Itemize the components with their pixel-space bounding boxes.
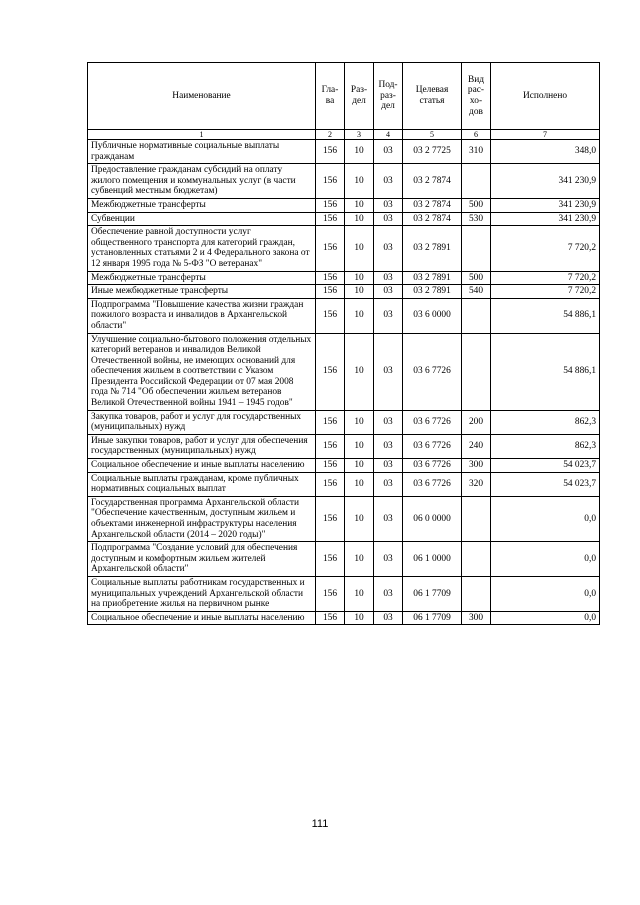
row-expense-type: 300 xyxy=(462,611,491,625)
row-executed: 341 230,9 xyxy=(491,198,600,212)
row-chapter: 156 xyxy=(316,298,345,333)
row-target: 03 2 7874 xyxy=(403,164,462,199)
table-body xyxy=(88,140,600,625)
row-name: Социальные выплаты гражданам, кроме публичных нормативных социальных выплат xyxy=(88,472,316,496)
table-row xyxy=(88,410,600,434)
column-number: 5 xyxy=(403,130,462,140)
table-row xyxy=(88,472,600,496)
row-section: 10 xyxy=(345,333,374,410)
row-subsection: 03 xyxy=(374,434,403,458)
row-section: 10 xyxy=(345,542,374,577)
row-section: 10 xyxy=(345,576,374,611)
row-subsection: 03 xyxy=(374,542,403,577)
table-row xyxy=(88,611,600,625)
row-executed: 54 023,7 xyxy=(491,459,600,473)
row-target: 03 2 7891 xyxy=(403,226,462,271)
row-expense-type: 500 xyxy=(462,198,491,212)
row-subsection: 03 xyxy=(374,611,403,625)
row-name: Государственная программа Архангельской области "Обеспечение качественным, доступным жильем и объектами инженерной инфраструктуры населения Архангельской области (2014 – 2020 годы)" xyxy=(88,496,316,541)
row-chapter: 156 xyxy=(316,226,345,271)
row-expense-type: 320 xyxy=(462,472,491,496)
row-name: Улучшение социально-бытового положения отдельных категорий ветеранов и инвалидов Великой Отечественной войны, не имеющих оснований для обеспечения жильем в соответствии с Указом Президента Российской Федерации от 07 мая 2008 года № 714 "Об обеспечении жильем ветеранов Великой Отечественной войны 1941 – 1945 годов" xyxy=(88,333,316,410)
row-subsection: 03 xyxy=(374,198,403,212)
table-row xyxy=(88,140,600,164)
row-target: 03 6 0000 xyxy=(403,298,462,333)
row-chapter: 156 xyxy=(316,271,345,285)
table-row xyxy=(88,333,600,410)
column-number: 2 xyxy=(316,130,345,140)
row-chapter: 156 xyxy=(316,164,345,199)
row-target: 03 6 7726 xyxy=(403,434,462,458)
row-chapter: 156 xyxy=(316,611,345,625)
row-name: Иные межбюджетные трансферты xyxy=(88,285,316,299)
table-row xyxy=(88,496,600,541)
row-target: 03 6 7726 xyxy=(403,459,462,473)
row-section: 10 xyxy=(345,459,374,473)
row-name: Подпрограмма "Повышение качества жизни граждан пожилого возраста и инвалидов в Архангельской области" xyxy=(88,298,316,333)
row-subsection: 03 xyxy=(374,576,403,611)
row-expense-type xyxy=(462,333,491,410)
row-expense-type xyxy=(462,298,491,333)
row-expense-type: 240 xyxy=(462,434,491,458)
table-row xyxy=(88,164,600,199)
column-number-row xyxy=(88,130,600,140)
column-number: 4 xyxy=(374,130,403,140)
row-name: Межбюджетные трансферты xyxy=(88,271,316,285)
row-section: 10 xyxy=(345,472,374,496)
row-expense-type xyxy=(462,496,491,541)
row-target: 06 1 7709 xyxy=(403,611,462,625)
column-number: 1 xyxy=(88,130,316,140)
row-expense-type xyxy=(462,164,491,199)
row-subsection: 03 xyxy=(374,212,403,226)
row-chapter: 156 xyxy=(316,285,345,299)
column-number: 7 xyxy=(491,130,600,140)
row-subsection: 03 xyxy=(374,298,403,333)
table-row xyxy=(88,434,600,458)
row-expense-type xyxy=(462,542,491,577)
table-row xyxy=(88,198,600,212)
table-row xyxy=(88,298,600,333)
row-section: 10 xyxy=(345,212,374,226)
row-name: Социальное обеспечение и иные выплаты населению xyxy=(88,459,316,473)
header-executed: Исполнено xyxy=(491,63,600,130)
row-name: Подпрограмма "Создание условий для обеспечения доступным и комфортным жильем жителей Архангельской области" xyxy=(88,542,316,577)
row-section: 10 xyxy=(345,410,374,434)
row-target: 06 1 7709 xyxy=(403,576,462,611)
row-subsection: 03 xyxy=(374,333,403,410)
row-subsection: 03 xyxy=(374,140,403,164)
row-section: 10 xyxy=(345,434,374,458)
row-target: 03 6 7726 xyxy=(403,410,462,434)
row-section: 10 xyxy=(345,496,374,541)
row-target: 06 0 0000 xyxy=(403,496,462,541)
row-name: Предоставление гражданам субсидий на оплату жилого помещения и коммунальных услуг (в части субвенций местным бюджетам) xyxy=(88,164,316,199)
row-executed: 862,3 xyxy=(491,434,600,458)
row-section: 10 xyxy=(345,140,374,164)
column-number: 6 xyxy=(462,130,491,140)
row-chapter: 156 xyxy=(316,333,345,410)
row-target: 03 6 7726 xyxy=(403,333,462,410)
row-subsection: 03 xyxy=(374,271,403,285)
row-section: 10 xyxy=(345,285,374,299)
row-section: 10 xyxy=(345,611,374,625)
row-name: Социальное обеспечение и иные выплаты населению xyxy=(88,611,316,625)
budget-table xyxy=(87,62,600,625)
row-expense-type xyxy=(462,576,491,611)
row-executed: 54 886,1 xyxy=(491,298,600,333)
row-expense-type xyxy=(462,226,491,271)
row-section: 10 xyxy=(345,226,374,271)
row-executed: 7 720,2 xyxy=(491,285,600,299)
row-chapter: 156 xyxy=(316,434,345,458)
row-expense-type: 300 xyxy=(462,459,491,473)
row-section: 10 xyxy=(345,271,374,285)
header-target: Целевая статья xyxy=(403,63,462,130)
row-subsection: 03 xyxy=(374,410,403,434)
row-expense-type: 200 xyxy=(462,410,491,434)
row-subsection: 03 xyxy=(374,226,403,271)
row-target: 03 2 7891 xyxy=(403,285,462,299)
header-expense-type: Вид рас- хо- дов xyxy=(462,63,491,130)
table-row xyxy=(88,285,600,299)
row-subsection: 03 xyxy=(374,496,403,541)
page-number: 111 xyxy=(311,818,329,830)
table-row xyxy=(88,576,600,611)
row-name: Обеспечение равной доступности услуг общественного транспорта для категорий граждан, установленных статьями 2 и 4 Федерального закона от 12 января 1995 года № 5-ФЗ "О ветеранах" xyxy=(88,226,316,271)
row-chapter: 156 xyxy=(316,459,345,473)
header-subsection: Под- раз- дел xyxy=(374,63,403,130)
row-name: Межбюджетные трансферты xyxy=(88,198,316,212)
header-row xyxy=(88,63,600,130)
row-target: 03 2 7874 xyxy=(403,212,462,226)
row-name: Публичные нормативные социальные выплаты гражданам xyxy=(88,140,316,164)
row-executed: 0,0 xyxy=(491,496,600,541)
row-name: Закупка товаров, работ и услуг для государственных (муниципальных) нужд xyxy=(88,410,316,434)
row-expense-type: 310 xyxy=(462,140,491,164)
row-expense-type: 540 xyxy=(462,285,491,299)
row-executed: 341 230,9 xyxy=(491,164,600,199)
table-row xyxy=(88,212,600,226)
row-name: Субвенции xyxy=(88,212,316,226)
row-expense-type: 500 xyxy=(462,271,491,285)
row-target: 03 2 7891 xyxy=(403,271,462,285)
row-chapter: 156 xyxy=(316,496,345,541)
row-executed: 7 720,2 xyxy=(491,226,600,271)
row-executed: 862,3 xyxy=(491,410,600,434)
row-chapter: 156 xyxy=(316,410,345,434)
row-chapter: 156 xyxy=(316,140,345,164)
table-row xyxy=(88,459,600,473)
row-target: 06 1 0000 xyxy=(403,542,462,577)
row-executed: 0,0 xyxy=(491,576,600,611)
row-section: 10 xyxy=(345,164,374,199)
row-subsection: 03 xyxy=(374,285,403,299)
header-section: Раз- дел xyxy=(345,63,374,130)
row-section: 10 xyxy=(345,198,374,212)
row-chapter: 156 xyxy=(316,472,345,496)
table-row xyxy=(88,226,600,271)
row-chapter: 156 xyxy=(316,542,345,577)
row-section: 10 xyxy=(345,298,374,333)
row-executed: 0,0 xyxy=(491,611,600,625)
row-executed: 341 230,9 xyxy=(491,212,600,226)
row-name: Иные закупки товаров, работ и услуг для обеспечения государственных (муниципальных) нужд xyxy=(88,434,316,458)
row-executed: 54 886,1 xyxy=(491,333,600,410)
row-expense-type: 530 xyxy=(462,212,491,226)
row-executed: 348,0 xyxy=(491,140,600,164)
row-chapter: 156 xyxy=(316,576,345,611)
header-name: Наименование xyxy=(88,63,316,130)
row-subsection: 03 xyxy=(374,472,403,496)
table-row xyxy=(88,271,600,285)
table-row xyxy=(88,542,600,577)
row-target: 03 2 7874 xyxy=(403,198,462,212)
row-executed: 0,0 xyxy=(491,542,600,577)
row-subsection: 03 xyxy=(374,459,403,473)
row-target: 03 6 7726 xyxy=(403,472,462,496)
row-chapter: 156 xyxy=(316,212,345,226)
row-executed: 7 720,2 xyxy=(491,271,600,285)
row-subsection: 03 xyxy=(374,164,403,199)
column-number: 3 xyxy=(345,130,374,140)
row-target: 03 2 7725 xyxy=(403,140,462,164)
row-executed: 54 023,7 xyxy=(491,472,600,496)
row-chapter: 156 xyxy=(316,198,345,212)
row-name: Социальные выплаты работникам государственных и муниципальных учреждений Архангельской области на приобретение жилья на первичном рынке xyxy=(88,576,316,611)
header-chapter: Гла- ва xyxy=(316,63,345,130)
